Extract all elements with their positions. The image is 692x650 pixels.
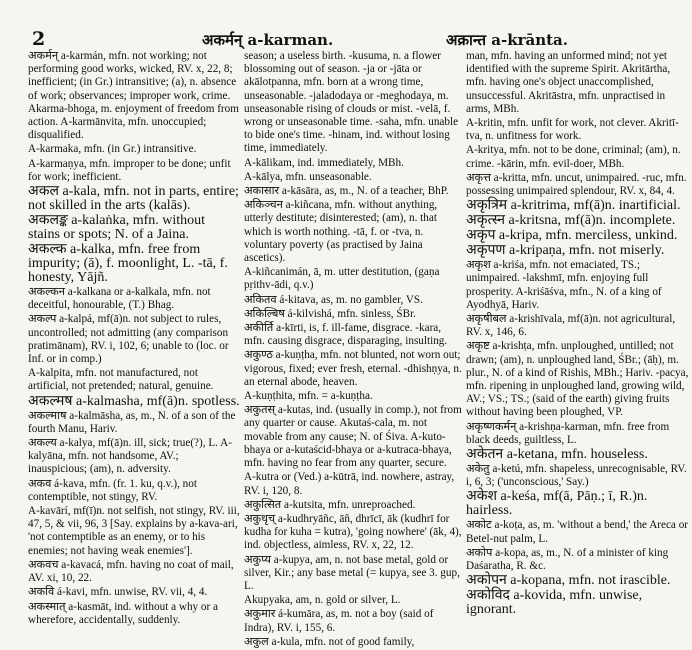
dictionary-entry: अकवि á-kavi, mfn. unwise, RV. vii, 4, 4. — [28, 586, 208, 599]
dictionary-entry: A-karmaka, mfn. (in Gr.) intransitive. — [28, 143, 197, 156]
dictionary-entry: अकोविद a-kovida, mfn. unwise, ignorant. — [466, 588, 643, 618]
page-number: 2 — [32, 28, 46, 50]
dictionary-entry: अकोप a-kopa, as, m., N. of a minister of king Daśaratha, R. &c. — [466, 546, 669, 573]
dictionary-entry: अकल्क a-kalka, mfn. free from impurity; (ā), f. moonlight, L. -tā, f. honesty, Yājñ. — [28, 242, 228, 286]
dictionary-entry: अकर्मन् a-karmán, mfn. not working; not performing good works, wicked, RV. x, 22, 8; inefficient; (in Gr.) intransitive; (a), n. absence of work; observances; improper work, crime. Akarma-bhoga, m. enjoyment of freedom from action. A-karmānvita, mfn. unoccupied; disqualified. — [28, 50, 239, 142]
dictionary-entry: अकुमार á-kumāra, as, m. not a boy (said of Indra), RV. i, 155, 6. — [244, 608, 434, 634]
dictionary-entry: A-kavārí, mf(ī)n. not selfish, not stingy, RV. iii, 47, 5, & vii, 96, 3 [Say. explains by a-kava-ari, 'not contemptible as an enemy, or to his enemies; not having weak enemies']. — [28, 505, 240, 557]
dictionary-entry: अकृप a-kripa, mfn. merciless, unkind. — [466, 228, 678, 244]
dictionary-entry: A-kritya, mfn. not to be done, criminal; (am), n. crime. -kārin, mfn. evil-doer, MBh. — [466, 144, 681, 170]
dictionary-entry: अकृषीबल a-krishīvala, mf(ā)n. not agricultural, RV. x, 146, 6. — [466, 313, 676, 339]
dictionary-entry: A-kritin, mfn. unfit for work, not clever. Akritī-tva, n. unfitness for work. — [466, 117, 679, 143]
dictionary-entry: season; a useless birth. -kusuma, n. a flower blossoming out of season. -ja or -jāta or akālotpanna, mfn. born at a wrong time, unseasonable. -jaladodaya or -meghodaya, m. unseasonable rising of clouds or mist. -velā, f. wrong or unseasonable time. -saha, mfn. unable to bide one's time. -hinam, ind. without losing time, immediately. — [244, 50, 459, 155]
dictionary-entry: अकल a-kala, mfn. not in parts, entire; not skilled in the arts (kalās). — [28, 184, 239, 214]
dictionary-entry: अकुप्य a-kupya, am, n. not base metal, gold or silver, Kir.; any base metal (= kupya, see 3. gup, L. — [244, 553, 460, 592]
dictionary-entry: अकल्य a-kalya, mf(ā)n. ill, sick; true(?), L. A-kalyāna, mfn. not handsome, AV.; inauspicious; (am), n. adversity. — [28, 437, 232, 476]
dictionary-entry: अकुण्ठ a-kuṇṭha, mfn. not blunted, not worn out; vigorous, fixed; ever fresh, eternal. -dhishṇya, n. an eternal abode, heaven. — [244, 349, 462, 388]
left-running-head: अकर्मन् a-karman. — [202, 31, 334, 49]
dictionary-entry: A-kuṇṭhita, mfn. = a-kuṇṭha. — [244, 390, 373, 403]
right-running-head: अक्रान्त a-krānta. — [446, 31, 568, 49]
dictionary-entry: अकासार a-kāsāra, as, m., N. of a teacher, BhP. — [244, 185, 449, 198]
dictionary-entry: अकस्मात् a-kasmāt, ind. without a why or a wherefore, accidentally, suddenly. — [28, 600, 219, 626]
dictionary-entry: A-karmaṇya, mfn. improper to be done; unfit for work; inefficient. — [28, 157, 231, 183]
dictionary-entry: A-kālikam, ind. immediately, MBh. — [244, 156, 404, 169]
dictionary-entry: अकल्माष a-kalmāsha, as, m., N. of a son of the fourth Manu, Hariv. — [28, 409, 236, 435]
dictionary-entry: man, mfn. having an unformed mind; not yet identified with the supreme Spirit. Akritārtha, mfn. having one's object unaccomplished, unsuccessful. Akritāstra, mfn. unpractised in arms, MBh. — [466, 50, 671, 115]
dictionary-entry: अकल्मष a-kalmasha, mf(ā)n. spotless. — [28, 393, 240, 409]
dictionary-entry: अकिल्बिष á-kilvishá, mfn. sinless, ŚBr. — [244, 307, 416, 320]
dictionary-entry: अकृत्त a-kritta, mfn. uncut, unimpaired. -ruc, mfn. possessing unimpaired splendour, RV. x, 84, 4. — [466, 171, 687, 198]
dictionary-entry: A-kutra or (Ved.) a-kūtrā, ind. nowhere, astray, RV. i, 120, 8. — [244, 471, 455, 497]
dictionary-entry: अकृत्स्न a-kritsna, mf(ā)n. incomplete. — [466, 213, 676, 229]
dictionary-entry: A-kalpita, mfn. not manufactured, not artificial, not pretended; natural, genuine. — [28, 367, 214, 393]
dictionary-entry: अकेतु a-ketú, mfn. shapeless, unrecognisable, RV. i, 6, 3; ('unconscious,' Say.) — [466, 463, 687, 489]
dictionary-entry: अकेतन a-ketana, mfn. houseless. — [466, 447, 648, 463]
dictionary-entry: अकृपण a-kripaṇa, mfn. not miserly. — [466, 243, 665, 259]
column-1 — [28, 50, 240, 628]
column-3 — [466, 50, 692, 618]
dictionary-entry: अकलङ्क a-kalaṅka, mfn. without stains or spots; N. of a Jaina. — [28, 213, 206, 243]
dictionary-entry: अकिञ्चन a-kiñcana, mfn. without anything, utterly destitute; disinterested; (am), n. that which is worth nothing. -tā, f. or -tva, n. voluntary poverty (as practised by Jaina ascetics). — [244, 199, 438, 265]
dictionary-entry: अकुत्सित a-kutsita, mfn. unreproached. — [244, 498, 416, 511]
dictionary-entry: अकृत्रिम a-kritrima, mf(ā)n. inartificial. — [466, 198, 681, 214]
dictionary-entry: अकल्कन a-kalkana or a-kalkala, mfn. not deceitful, honourable, (T.) Bhag. — [28, 286, 211, 312]
dictionary-entry: अकोपन a-kopana, mfn. not irascible. — [466, 573, 671, 589]
dictionary-entry: अकीर्ति a-kīrti, is, f. ill-fame, disgrace. -kara, mfn. causing disgrace, disparaging, insulting. — [244, 322, 448, 348]
dictionary-entry: अकृष्ट a-krishṭa, mfn. unploughed, untilled; not drawn; (am), n. unploughed land, ŚBr.; (āḥ), m. plur., N. of a kind of Rishis, MBh.; Hariv. -pacya, mfn. ripening in unploughed land, growing wild, AV.; VS.; TS.; (said of the earth) giving fruits without having been ploughed, VP. — [466, 340, 689, 419]
dictionary-entry: अकितव á-kitava, as, m. no gambler, VS. — [244, 293, 423, 306]
page-header — [0, 0, 692, 50]
dictionary-entry: Akupyaka, am, n. gold or silver, L. — [244, 594, 401, 607]
dictionary-entry: अकुधृच् a-kudhryāñc, āñ, dhrīcī, āk (kudhrī for kudha for kuha = kutra), 'going nowhere' (āk, 4), ind. objectless, aimless, RV. x, 22, 12. — [244, 512, 462, 552]
dictionary-entry: A-kiñcanimán, ā, m. utter destitution, (gaṇa pṛithv-ādi, q.v.) — [244, 266, 440, 292]
dictionary-entry: अकोट a-koṭa, as, m. 'without a bend,' the Areca or Betel-nut palm, L. — [466, 519, 689, 545]
dictionary-entry: अकेश a-keśa, mf(ā, Pāṇ.; ī, R.)n. hairless. — [466, 489, 648, 519]
dictionary-entry: अकृष्णकर्मन् a-krishṇa-karman, mfn. free from black deeds, guiltless, L. — [466, 420, 670, 446]
column-2 — [244, 50, 462, 650]
dictionary-entry: अकवच a-kavacá, mfn. having no coat of mail, AV. xi, 10, 22. — [28, 558, 234, 585]
dictionary-entry: अकृश a-kriśa, mfn. not emaciated, TS.; unimpaired. -lakshmī, mfn. enjoying full prosperity. A-kriśāśva, mfn., N. of a king of Ayodhyā, Hariv. — [466, 259, 662, 311]
dictionary-entry: अकुल a-kula, mfn. not of good family, — [244, 635, 415, 648]
dictionary-entry: अकव á-kava, mfn. (fr. 1. ku, q.v.), not contemptible, not stingy, RV. — [28, 477, 197, 503]
dictionary-entry: अकल्प a-kalpá, mf(ā)n. not subject to rules, uncontrolled; not admitting (any comparison pratimānam), RV. i, 102, 6; unable to (loc. or Inf. or in comp.) — [28, 313, 229, 366]
dictionary-entry: A-kālya, mfn. unseasonable. — [244, 170, 372, 183]
dictionary-entry: अकुतस् a-kutas, ind. (usually in comp.), not from any quarter or cause. Akutaś-cala, m. not movable from any cause; N. of Śiva. A-kuto-bhaya or a-kutaścid-bhaya or a-kutraca-bhaya, mfn. having no fear from any quarter, secure. — [244, 404, 462, 470]
